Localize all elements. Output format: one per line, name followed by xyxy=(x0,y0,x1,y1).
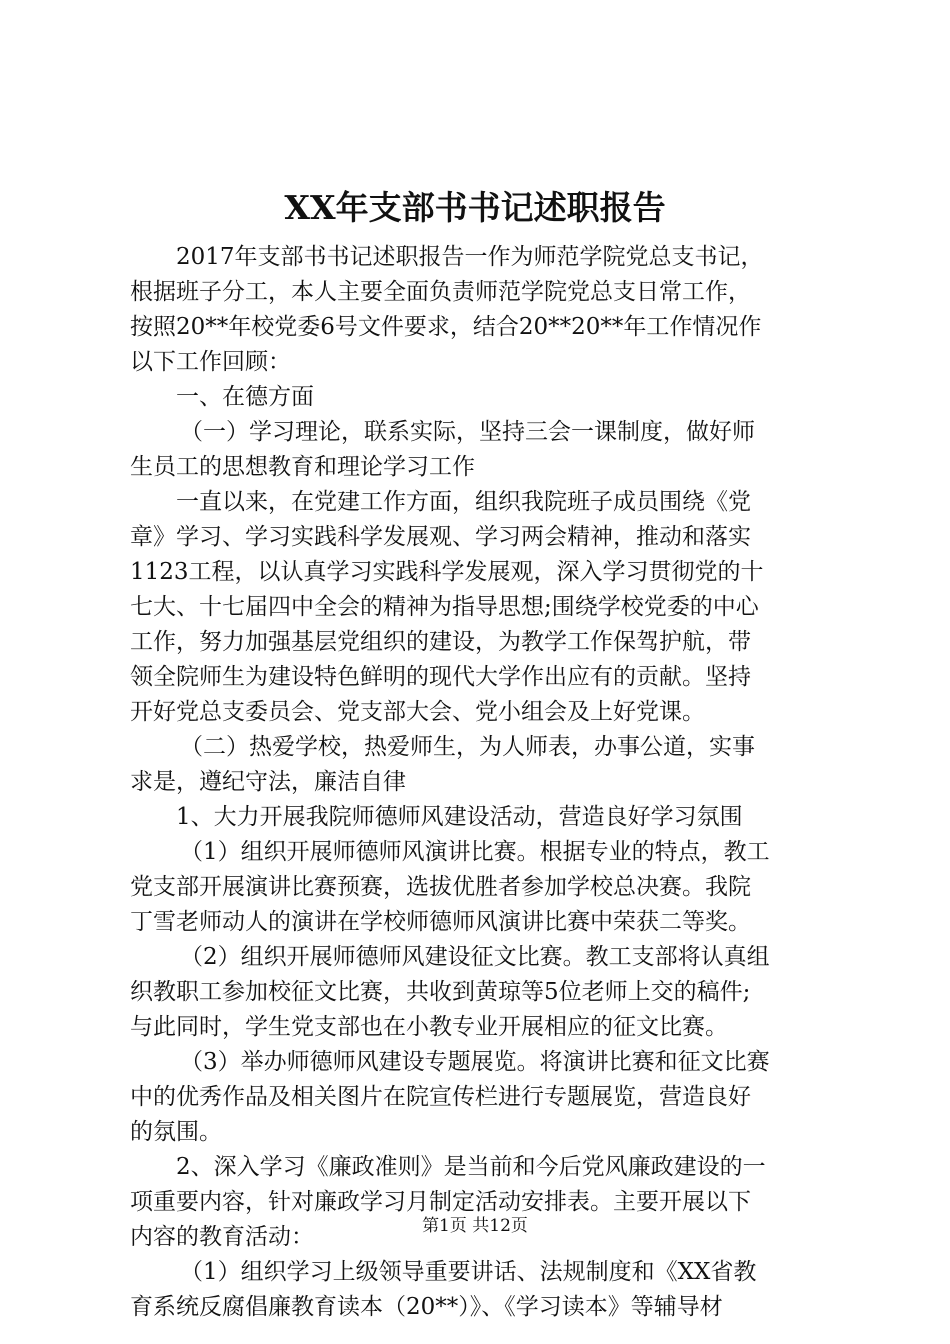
body-line: 一、在德方面 xyxy=(176,384,314,410)
body-line: 党支部开展演讲比赛预赛，选拔优胜者参加学校总决赛。我院 xyxy=(130,874,751,900)
body-line: 开好党总支委员会、党支部大会、党小组会及上好党课。 xyxy=(130,699,705,725)
body-line: （1）组织学习上级领导重要讲话、法规制度和《XX省教 xyxy=(180,1259,757,1285)
document-title: XX年支部书书记述职报告 xyxy=(284,188,666,227)
body-line: 根据班子分工，本人主要全面负责师范学院党总支日常工作， xyxy=(130,279,751,305)
body-line: 1、大力开展我院师德师风建设活动，营造良好学习氛围 xyxy=(176,804,743,830)
body-line: 按照20**年校党委6号文件要求，结合20**20**年工作情况作 xyxy=(130,314,762,340)
body-line: （1）组织开展师德师风演讲比赛。根据专业的特点，教工 xyxy=(180,839,770,865)
body-line: 章》学习、学习实践科学发展观、学习两会精神，推动和落实 xyxy=(130,524,751,550)
body-line: 工作，努力加强基层党组织的建设，为教学工作保驾护航，带 xyxy=(130,629,751,655)
body-line: （2）组织开展师德师风建设征文比赛。教工支部将认真组 xyxy=(180,944,770,970)
body-line: （二）热爱学校，热爱师生，为人师表，办事公道，实事 xyxy=(180,734,755,760)
body-line: 生员工的思想教育和理论学习工作 xyxy=(130,454,475,480)
page-footer: 第1页 共12页 xyxy=(422,1216,528,1236)
body-line: 领全院师生为建设特色鲜明的现代大学作出应有的贡献。坚持 xyxy=(130,664,751,690)
body-line: 求是，遵纪守法，廉洁自律 xyxy=(130,769,406,795)
body-line: 丁雪老师动人的演讲在学校师德师风演讲比赛中荣获二等奖。 xyxy=(130,909,751,935)
body-line: 与此同时，学生党支部也在小教专业开展相应的征文比赛。 xyxy=(130,1014,728,1040)
body-line: 的氛围。 xyxy=(130,1119,222,1145)
body-line: 以下工作回顾： xyxy=(130,349,291,375)
body-line: 织教职工参加校征文比赛，共收到黄琼等5位老师上交的稿件; xyxy=(130,979,751,1005)
body-line: 七大、十七届四中全会的精神为指导思想;围绕学校党委的中心 xyxy=(130,594,759,620)
body-line: 2、深入学习《廉政准则》是当前和今后党风廉政建设的一 xyxy=(176,1154,766,1180)
document-body xyxy=(130,240,830,1325)
body-line: 1123工程，以认真学习实践科学发展观，深入学习贯彻党的十 xyxy=(130,559,764,585)
body-line: 一直以来，在党建工作方面，组织我院班子成员围绕《党 xyxy=(176,489,751,515)
body-line: 项重要内容，针对廉政学习月制定活动安排表。主要开展以下 xyxy=(130,1189,751,1215)
body-line: 2017年支部书书记述职报告一作为师范学院党总支书记， xyxy=(176,244,764,270)
body-line: 育系统反腐倡廉教育读本（20**）》、《学习读本》等辅导材 xyxy=(130,1294,723,1320)
body-line: （一）学习理论，联系实际，坚持三会一课制度，做好师 xyxy=(180,419,755,445)
body-line: 内容的教育活动： xyxy=(130,1224,314,1250)
body-line: （3）举办师德师风建设专题展览。将演讲比赛和征文比赛 xyxy=(180,1049,770,1075)
body-line: 中的优秀作品及相关图片在院宣传栏进行专题展览，营造良好 xyxy=(130,1084,751,1110)
